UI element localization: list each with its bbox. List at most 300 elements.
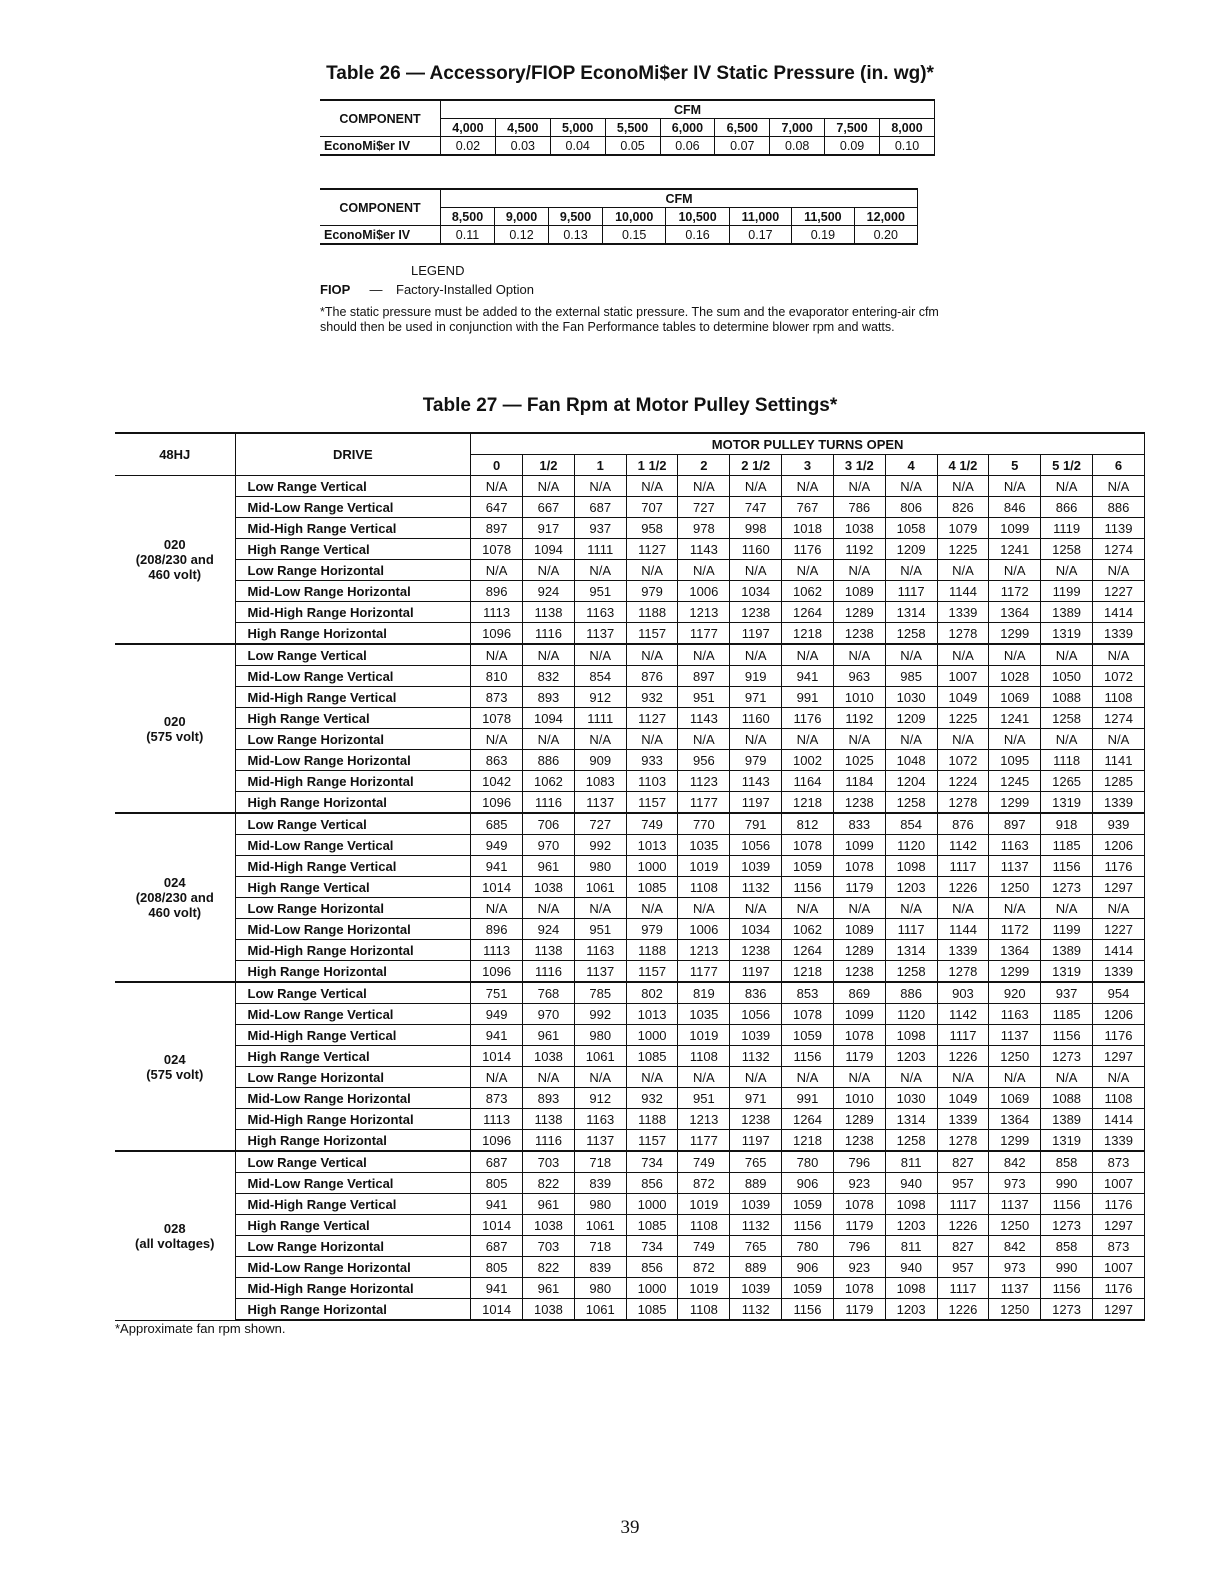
rpm-value: 1179 [833, 1215, 885, 1236]
rpm-value: 727 [574, 813, 626, 835]
rpm-value: N/A [626, 644, 678, 666]
rpm-value: 1414 [1092, 1109, 1144, 1130]
rpm-value: N/A [626, 898, 678, 919]
rpm-value: 1048 [885, 750, 937, 771]
drive-label: Mid-High Range Vertical [235, 856, 471, 877]
rpm-value: 1117 [937, 1278, 989, 1299]
rpm-value: 1156 [1041, 1278, 1093, 1299]
rpm-value: 1206 [1092, 1004, 1144, 1025]
rpm-value: 1007 [1092, 1257, 1144, 1278]
legend-definition: Factory-Installed Option [396, 282, 535, 297]
drive-label: Mid-Low Range Horizontal [235, 1257, 471, 1278]
rpm-value: 1083 [574, 771, 626, 792]
turns-value: 1 1/2 [626, 455, 678, 476]
turns-value: 0 [471, 455, 523, 476]
rpm-value: N/A [1041, 560, 1093, 581]
fan-rpm-body [115, 476, 1145, 1321]
rpm-value: 1339 [1092, 623, 1144, 645]
rpm-value: 1123 [678, 771, 730, 792]
rpm-value: 1258 [885, 623, 937, 645]
rpm-value: 1258 [885, 961, 937, 983]
table-row [115, 666, 1145, 687]
rpm-value: 1299 [989, 1130, 1041, 1152]
rpm-value: N/A [730, 560, 782, 581]
rpm-value: 1339 [1092, 792, 1144, 814]
rpm-value: 1177 [678, 792, 730, 814]
table-row [115, 476, 1145, 497]
rpm-value: 1079 [937, 518, 989, 539]
unit-label [115, 1151, 235, 1320]
rpm-value: 791 [730, 813, 782, 835]
rpm-value: 1116 [523, 961, 575, 983]
rpm-value: 1163 [989, 1004, 1041, 1025]
rpm-value: 687 [574, 497, 626, 518]
rpm-value: 1179 [833, 1299, 885, 1321]
drive-label: High Range Horizontal [235, 961, 471, 983]
rpm-value: 1050 [1041, 666, 1093, 687]
drive-label: High Range Vertical [235, 877, 471, 898]
rpm-value: 858 [1041, 1151, 1093, 1173]
rpm-value: 961 [523, 1194, 575, 1215]
unit-label-line: 024 [163, 875, 186, 890]
rpm-value: N/A [1092, 476, 1144, 497]
table-row [115, 1299, 1145, 1321]
rpm-value: 1258 [1041, 539, 1093, 560]
rpm-value: N/A [471, 560, 523, 581]
rpm-value: 963 [833, 666, 885, 687]
turns-value: 4 1/2 [937, 455, 989, 476]
rpm-value: 932 [626, 687, 678, 708]
rpm-value: N/A [678, 560, 730, 581]
rpm-value: 1143 [730, 771, 782, 792]
rpm-value: 1108 [678, 1299, 730, 1321]
rpm-value: 1273 [1041, 1215, 1093, 1236]
turns-value: 5 [989, 455, 1041, 476]
rpm-value: 796 [833, 1236, 885, 1257]
economiser-label: EconoMi$er IV [320, 137, 441, 156]
rpm-value: N/A [626, 1067, 678, 1088]
rpm-value: N/A [523, 729, 575, 750]
rpm-value: 1039 [730, 1194, 782, 1215]
rpm-value: N/A [989, 476, 1041, 497]
drive-label: Mid-High Range Horizontal [235, 940, 471, 961]
rpm-value: 826 [937, 497, 989, 518]
rpm-value: 1078 [471, 539, 523, 560]
drive-label: Mid-High Range Horizontal [235, 771, 471, 792]
rpm-value: N/A [574, 644, 626, 666]
component-header: COMPONENT [320, 100, 441, 137]
rpm-value: 991 [782, 1088, 834, 1109]
rpm-value: 1099 [833, 1004, 885, 1025]
rpm-value: N/A [574, 476, 626, 497]
rpm-value: 1157 [626, 1130, 678, 1152]
cfm-value: 6,000 [660, 119, 715, 137]
rpm-value: 1389 [1041, 602, 1093, 623]
rpm-value: 1297 [1092, 877, 1144, 898]
rpm-value: 1007 [937, 666, 989, 687]
rpm-value: 1250 [989, 1046, 1041, 1067]
table-row [115, 1173, 1145, 1194]
unit-label [115, 476, 235, 645]
rpm-value: 961 [523, 1278, 575, 1299]
rpm-value: 1059 [782, 856, 834, 877]
rpm-value: 1038 [523, 1299, 575, 1321]
rpm-value: 937 [1041, 982, 1093, 1004]
rpm-value: 933 [626, 750, 678, 771]
unit-label [115, 813, 235, 982]
drive-label: High Range Vertical [235, 1046, 471, 1067]
drive-label: High Range Vertical [235, 708, 471, 729]
rpm-value: N/A [523, 1067, 575, 1088]
legend-abbr: FIOP [320, 282, 351, 297]
rpm-value: N/A [833, 560, 885, 581]
rpm-value: 1339 [937, 940, 989, 961]
rpm-value: 889 [730, 1173, 782, 1194]
rpm-value: 1117 [885, 581, 937, 602]
rpm-value: 832 [523, 666, 575, 687]
rpm-value: 1273 [1041, 877, 1093, 898]
drive-label: Mid-Low Range Vertical [235, 835, 471, 856]
rpm-value: 1137 [574, 1130, 626, 1152]
rpm-value: 1030 [885, 687, 937, 708]
rpm-value: 819 [678, 982, 730, 1004]
pressure-value: 0.12 [495, 226, 549, 245]
rpm-value: N/A [833, 476, 885, 497]
table-row [115, 940, 1145, 961]
rpm-value: 749 [626, 813, 678, 835]
table-row [115, 898, 1145, 919]
rpm-value: N/A [1041, 898, 1093, 919]
table-row [115, 1236, 1145, 1257]
drive-label: High Range Horizontal [235, 1299, 471, 1321]
table-row [115, 1151, 1145, 1173]
rpm-value: 1088 [1041, 687, 1093, 708]
cfm-value: 11,500 [792, 208, 854, 226]
cfm-value: 6,500 [715, 119, 770, 137]
rpm-value: 1137 [574, 623, 626, 645]
rpm-value: 1163 [574, 1109, 626, 1130]
rpm-value: 1339 [1092, 961, 1144, 983]
rpm-value: N/A [989, 898, 1041, 919]
rpm-value: 1297 [1092, 1299, 1144, 1321]
rpm-value: 970 [523, 1004, 575, 1025]
cfm-value: 8,500 [441, 208, 495, 226]
rpm-value: 941 [471, 1194, 523, 1215]
rpm-value: 1273 [1041, 1046, 1093, 1067]
table-row [115, 729, 1145, 750]
rpm-value: 1176 [1092, 1278, 1144, 1299]
rpm-value: 941 [471, 856, 523, 877]
rpm-value: 1111 [574, 708, 626, 729]
rpm-value: N/A [1092, 729, 1144, 750]
rpm-value: 1258 [1041, 708, 1093, 729]
rpm-value: 1163 [574, 602, 626, 623]
rpm-value: 979 [626, 919, 678, 940]
rpm-value: 1116 [523, 623, 575, 645]
rpm-value: N/A [678, 1067, 730, 1088]
rpm-value: 734 [626, 1151, 678, 1173]
turns-value: 1 [574, 455, 626, 476]
rpm-value: 1117 [937, 856, 989, 877]
rpm-value: 1038 [833, 518, 885, 539]
table-row [115, 982, 1145, 1004]
rpm-value: 1062 [523, 771, 575, 792]
rpm-value: 985 [885, 666, 937, 687]
cfm-value: 4,500 [495, 119, 550, 137]
pressure-value: 0.13 [549, 226, 603, 245]
table-row [115, 687, 1145, 708]
rpm-value: 854 [574, 666, 626, 687]
table-row [115, 644, 1145, 666]
rpm-value: N/A [471, 729, 523, 750]
rpm-value: 940 [885, 1257, 937, 1278]
rpm-value: 1188 [626, 1109, 678, 1130]
pressure-value: 0.08 [770, 137, 825, 156]
pressure-value: 0.06 [660, 137, 715, 156]
rpm-value: 1061 [574, 1215, 626, 1236]
rpm-value: 876 [626, 666, 678, 687]
rpm-value: 805 [471, 1173, 523, 1194]
rpm-value: N/A [885, 1067, 937, 1088]
drive-label: Low Range Horizontal [235, 898, 471, 919]
drive-label: Mid-Low Range Vertical [235, 666, 471, 687]
table-row [115, 1067, 1145, 1088]
rpm-value: 1117 [937, 1194, 989, 1215]
rpm-value: 1035 [678, 835, 730, 856]
drive-label: Mid-Low Range Horizontal [235, 919, 471, 940]
unit-label-line: 460 volt) [148, 567, 202, 582]
rpm-value: 918 [1041, 813, 1093, 835]
rpm-value: N/A [885, 898, 937, 919]
rpm-value: N/A [1092, 898, 1144, 919]
rpm-value: N/A [833, 1067, 885, 1088]
rpm-value: 1299 [989, 792, 1041, 814]
drive-label: Mid-Low Range Vertical [235, 1173, 471, 1194]
rpm-value: 1238 [833, 1130, 885, 1152]
rpm-value: 1238 [833, 623, 885, 645]
rpm-value: 1094 [523, 708, 575, 729]
rpm-value: 1176 [782, 539, 834, 560]
rpm-value: 897 [471, 518, 523, 539]
rpm-value: 1098 [885, 1025, 937, 1046]
rpm-value: 1241 [989, 708, 1041, 729]
rpm-value: 1299 [989, 961, 1041, 983]
rpm-value: 978 [678, 518, 730, 539]
rpm-value: 1138 [523, 940, 575, 961]
rpm-value: 1038 [523, 1215, 575, 1236]
rpm-value: 1278 [937, 961, 989, 983]
rpm-value: 1314 [885, 940, 937, 961]
rpm-value: 1099 [989, 518, 1041, 539]
rpm-value: 856 [626, 1173, 678, 1194]
rpm-value: 1176 [782, 708, 834, 729]
rpm-value: 889 [730, 1257, 782, 1278]
rpm-value: 1098 [885, 1194, 937, 1215]
rpm-value: 980 [574, 1025, 626, 1046]
rpm-value: 1078 [833, 1025, 885, 1046]
rpm-value: 1111 [574, 539, 626, 560]
rpm-value: 1139 [1092, 518, 1144, 539]
rpm-value: 924 [523, 581, 575, 602]
rpm-value: 1019 [678, 1278, 730, 1299]
rpm-value: N/A [678, 898, 730, 919]
unit-label-line: 020 [163, 537, 186, 552]
rpm-value: 956 [678, 750, 730, 771]
table-row [115, 771, 1145, 792]
rpm-value: 1176 [1092, 856, 1144, 877]
rpm-value: 949 [471, 835, 523, 856]
rpm-value: 873 [471, 1088, 523, 1109]
drive-label: Mid-High Range Horizontal [235, 1278, 471, 1299]
rpm-value: 979 [730, 750, 782, 771]
rpm-value: 1143 [678, 708, 730, 729]
rpm-value: 1118 [1041, 750, 1093, 771]
rpm-value: 912 [574, 687, 626, 708]
rpm-value: 1364 [989, 940, 1041, 961]
table-row [115, 518, 1145, 539]
rpm-value: N/A [626, 476, 678, 497]
rpm-value: 811 [885, 1151, 937, 1173]
rpm-value: 1096 [471, 792, 523, 814]
rpm-value: 1319 [1041, 1130, 1093, 1152]
economiser-row [320, 137, 935, 156]
rpm-value: 1274 [1092, 708, 1144, 729]
drive-label: Mid-High Range Vertical [235, 687, 471, 708]
rpm-value: 827 [937, 1151, 989, 1173]
rpm-value: 1061 [574, 1299, 626, 1321]
rpm-value: 1314 [885, 1109, 937, 1130]
rpm-value: N/A [885, 560, 937, 581]
rpm-value: 1144 [937, 919, 989, 940]
rpm-value: 1289 [833, 940, 885, 961]
unit-label-line: (575 volt) [146, 728, 204, 744]
rpm-value: 1156 [782, 1046, 834, 1067]
table-row [115, 835, 1145, 856]
rpm-value: 1138 [523, 1109, 575, 1130]
rpm-value: N/A [937, 729, 989, 750]
drive-label: High Range Horizontal [235, 792, 471, 814]
table-row [115, 961, 1145, 983]
rpm-value: 1144 [937, 581, 989, 602]
rpm-value: 872 [678, 1173, 730, 1194]
unit-label-line: (all voltages) [135, 1235, 215, 1251]
cfm-value: 10,000 [603, 208, 666, 226]
rpm-value: 1019 [678, 856, 730, 877]
rpm-value: 833 [833, 813, 885, 835]
rpm-value: 1278 [937, 623, 989, 645]
rpm-value: 1013 [626, 835, 678, 856]
rpm-value: 1117 [937, 1025, 989, 1046]
rpm-value: N/A [1041, 644, 1093, 666]
pressure-value: 0.07 [715, 137, 770, 156]
rpm-value: 1218 [782, 623, 834, 645]
rpm-value: 1197 [730, 1130, 782, 1152]
rpm-value: 958 [626, 518, 678, 539]
table-row [115, 560, 1145, 581]
cfm-header: CFM [441, 189, 918, 208]
rpm-value: 1142 [937, 835, 989, 856]
rpm-value: 1062 [782, 919, 834, 940]
rpm-value: 1014 [471, 1299, 523, 1321]
drive-label: Mid-High Range Horizontal [235, 1109, 471, 1130]
table-row [115, 919, 1145, 940]
rpm-value: 1120 [885, 835, 937, 856]
rpm-value: 1160 [730, 539, 782, 560]
rpm-value: 1185 [1041, 835, 1093, 856]
rpm-value: 939 [1092, 813, 1144, 835]
table-row [115, 792, 1145, 814]
rpm-value: 1203 [885, 877, 937, 898]
rpm-value: 1264 [782, 940, 834, 961]
rpm-value: 749 [678, 1236, 730, 1257]
rpm-value: 842 [989, 1151, 1041, 1173]
rpm-value: 1049 [937, 1088, 989, 1109]
cfm-value: 9,500 [549, 208, 603, 226]
rpm-value: 802 [626, 982, 678, 1004]
rpm-value: 1179 [833, 1046, 885, 1067]
rpm-value: 1218 [782, 961, 834, 983]
rpm-value: N/A [730, 476, 782, 497]
rpm-value: 1156 [782, 1215, 834, 1236]
rpm-value: 1238 [730, 602, 782, 623]
rpm-value: 1132 [730, 1215, 782, 1236]
rpm-value: 941 [471, 1278, 523, 1299]
rpm-value: N/A [937, 1067, 989, 1088]
rpm-value: N/A [574, 729, 626, 750]
drive-label: High Range Vertical [235, 539, 471, 560]
rpm-value: 1289 [833, 1109, 885, 1130]
rpm-value: N/A [574, 898, 626, 919]
rpm-value: 1078 [833, 1278, 885, 1299]
drive-label: Mid-High Range Vertical [235, 1025, 471, 1046]
rpm-value: 767 [782, 497, 834, 518]
pressure-value: 0.04 [550, 137, 605, 156]
rpm-value: 1062 [782, 581, 834, 602]
rpm-value: N/A [678, 729, 730, 750]
rpm-value: 1113 [471, 940, 523, 961]
rpm-value: 703 [523, 1151, 575, 1173]
rpm-value: 1213 [678, 602, 730, 623]
rpm-value: 957 [937, 1257, 989, 1278]
rpm-value: 1227 [1092, 919, 1144, 940]
rpm-value: 1030 [885, 1088, 937, 1109]
rpm-value: 961 [523, 856, 575, 877]
rpm-value: 990 [1041, 1173, 1093, 1194]
rpm-value: 1127 [626, 539, 678, 560]
rpm-value: 1199 [1041, 581, 1093, 602]
drive-label: Low Range Vertical [235, 476, 471, 497]
rpm-value: 1264 [782, 602, 834, 623]
rpm-value: 1177 [678, 623, 730, 645]
rpm-value: 1238 [833, 961, 885, 983]
rpm-value: 1225 [937, 708, 989, 729]
unit-label [115, 982, 235, 1151]
rpm-value: 1072 [937, 750, 989, 771]
rpm-value: 954 [1092, 982, 1144, 1004]
rpm-value: 1085 [626, 1046, 678, 1067]
rpm-value: 1364 [989, 602, 1041, 623]
rpm-value: N/A [1092, 560, 1144, 581]
rpm-value: 1206 [1092, 835, 1144, 856]
turns-value: 2 1/2 [730, 455, 782, 476]
rpm-value: 961 [523, 1025, 575, 1046]
rpm-value: 951 [574, 581, 626, 602]
rpm-value: 1156 [1041, 856, 1093, 877]
cfm-value: 7,500 [825, 119, 880, 137]
table-row [115, 1194, 1145, 1215]
rpm-value: 1013 [626, 1004, 678, 1025]
rpm-value: N/A [782, 644, 834, 666]
